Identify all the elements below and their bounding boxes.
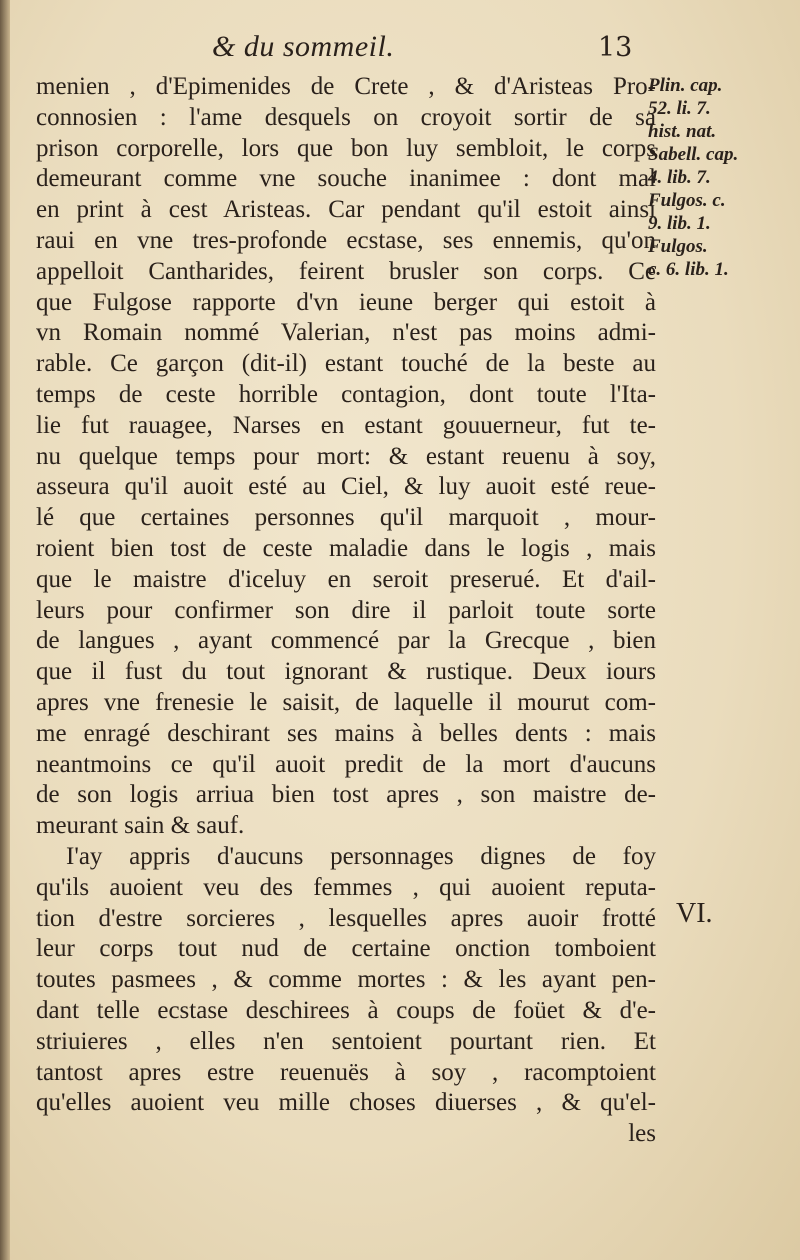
section-number: VI. <box>676 898 713 929</box>
text-line: prison corporelle, lors que bon luy sembloit, le corps <box>36 134 656 162</box>
margin-note: Plin. cap. <box>648 75 723 96</box>
text-line: vn Romain nommé Valerian, n'est pas moins admi- <box>36 319 656 347</box>
text-line: menien , d'Epimenides de Crete , & d'Aristeas Pro- <box>36 73 656 100</box>
text-line: que il fust du tout ignorant & rustique. Deux iours <box>36 658 656 686</box>
text-line: me enragé deschirant ses mains à belles dents : mais <box>36 719 656 747</box>
text-line: qu'ils auoient veu des femmes , qui auoient reputa- <box>36 873 656 901</box>
text-line: I'ay appris d'aucuns personnages dignes de foy <box>66 842 656 870</box>
page-binding-edge <box>0 0 10 1260</box>
text-line: de langues , ayant commencé par la Grecque , bien <box>36 627 656 655</box>
page-header <box>0 28 800 72</box>
margin-note: 4. lib. 7. <box>648 167 711 188</box>
text-line: temps de ceste horrible contagion, dont toute l'Ita- <box>36 380 656 408</box>
text-line: neantmoins ce qu'il auoit predit de la mort d'aucuns <box>36 750 656 778</box>
text-line: meurant sain & sauf. <box>36 812 245 840</box>
page-number: 13 <box>598 32 633 63</box>
text-line: que le maistre d'iceluy en seroit preserué. Et d'ail- <box>36 565 656 593</box>
text-line: leurs pour confirmer son dire il parloit toute sorte <box>36 596 656 624</box>
text-line: toutes pasmees , & comme mortes : & les ayant pen- <box>36 966 656 994</box>
text-line: leur corps tout nud de certaine onction tomboient <box>36 935 656 963</box>
text-line: apres vne frenesie le saisit, de laquelle il mourut com- <box>36 688 656 716</box>
text-line: connosien : l'ame desquels on croyoit sortir de sa <box>36 103 656 131</box>
text-line: dant telle ecstase deschirees à coups de foüet & d'e- <box>36 996 656 1024</box>
margin-note: hist. nat. <box>648 121 717 142</box>
text-line: asseura qu'il auoit esté au Ciel, & luy auoit esté reue- <box>36 473 656 501</box>
main-text <box>36 72 656 1150</box>
text-line: que Fulgose rapporte d'vn ieune berger qui estoit à <box>36 288 656 316</box>
margin-note: c. 6. lib. 1. <box>648 259 729 280</box>
text-line: appelloit Cantharides, feirent brusler son corps. Ce <box>36 257 656 285</box>
text-line: raui en vne tres-profonde ecstase, ses ennemis, qu'on <box>36 226 656 254</box>
text-line: lé que certaines personnes qu'il marquoit , mour- <box>36 504 656 532</box>
margin-notes <box>648 74 780 281</box>
text-line: lie fut rauagee, Narses en estant gouuerneur, fut te- <box>36 411 656 439</box>
margin-note: 9. lib. 1. <box>648 213 711 234</box>
text-line: demeurant comme vne souche inanimee : dont mal <box>36 165 656 193</box>
margin-note: Fulgos. c. <box>648 190 726 211</box>
text-line: roient bien tost de ceste maladie dans le logis , mais <box>36 534 656 562</box>
catchword: les <box>628 1120 656 1148</box>
text-line: nu quelque temps pour mort: & estant reuenu à soy, <box>36 442 656 470</box>
text-line: rable. Ce garçon (dit-il) estant touché de la beste au <box>36 350 656 378</box>
running-title: & du sommeil. <box>212 30 395 63</box>
text-line: qu'elles auoient veu mille choses diuerses , & qu'el- <box>36 1089 656 1117</box>
text-line: en print à cest Aristeas. Car pendant qu'il estoit ainsi <box>36 196 656 224</box>
text-line: tion d'estre sorcieres , lesquelles apres auoir frotté <box>36 904 656 932</box>
text-line: tantost apres estre reuenuës à soy , racomptoient <box>36 1058 656 1086</box>
margin-note: Sabell. cap. <box>648 144 739 165</box>
text-line: striuieres , elles n'en sentoient pourtant rien. Et <box>36 1027 656 1055</box>
margin-note: 52. li. 7. <box>648 98 711 119</box>
margin-note: Fulgos. <box>648 236 708 257</box>
text-line: de son logis arriua bien tost apres , son maistre de- <box>36 781 656 809</box>
